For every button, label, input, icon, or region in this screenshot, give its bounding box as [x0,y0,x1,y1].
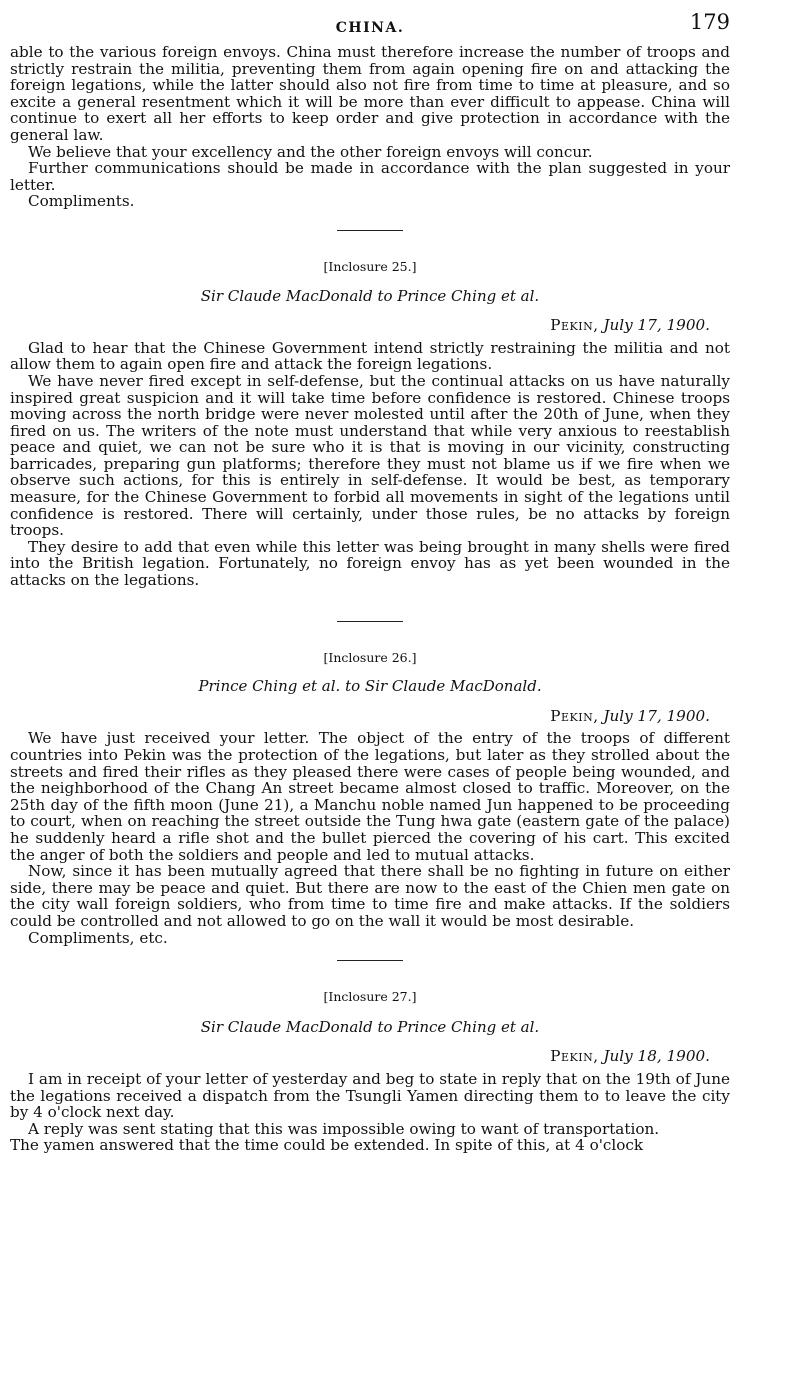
document-page [10,10,730,1155]
closing-line: Compliments, etc. [28,928,168,947]
section-divider [337,230,403,231]
dateline-place: Pekin, [550,706,599,725]
inclosure-27 [10,989,730,1154]
body-paragraph: We have just received your letter. The object of the entry of the troops of different countries into Pekin was the protection of the legations, but later as they strolled about the streets and fired their rifles as they pleased there were cases of people being wounded, and the neighborhood of the Chang An street became almost closed to traffic. Moreover, on the 25th day of the fifth moon (June 21), a Manchu noble named Jun happened to be proceeding to court, when on reaching the street outside the Tung hwa gate (eastern gate of the palace) he suddenly heard a rifle shot and the bullet pierced the covering of his cart. This excited the anger of both the soldiers and people and led to mutual attacks. [10,729,730,864]
dateline-place: Pekin, [550,1047,599,1066]
body-paragraph: We have never fired except in self-defense, but the continual attacks on us have naturally inspired great suspicion and it will take time before confidence is restored. Chinese troops moving across the north bridge were never molested until after the 20th of June, when they fired on us. The writers of the note must understand that while very anxious to reestablish peace and quiet, we can not be sure who it is that is moving in our vicinity, constructing barricades, preparing gun platforms; therefore they must not blame us if we fire when we observe such actions, for this is entirely in self-defense. It would be best, as temporary measure, for the Chinese Government to forbid all movements in sight of the legations until confidence is restored. There will certainly, under those rules, be no attacks by foreign troops. [10,371,730,540]
intro-section [10,44,730,210]
inclosure-26 [10,650,730,947]
letter-heading: Sir Claude MacDonald to Prince Ching et al. [200,286,540,305]
body-paragraph: I am in receipt of your letter of yesterday and beg to state in reply that on the 19th of June the legations received a dispatch from the Tsungli Yamen directing them to to leave the city by 4 o'clock next day. [10,1069,730,1122]
inclosure-25 [10,259,730,589]
inclosure-label: [Inclosure 27.] [323,989,417,1005]
dateline-date: July 17, 1900. [603,706,710,725]
inclosure-label: [Inclosure 26.] [323,649,417,665]
running-header [10,10,730,44]
dateline-place: Pekin, [550,316,599,335]
body-paragraph: Further communications should be made in accordance with the plan suggested in your letter. [10,159,730,194]
dateline [10,708,730,725]
body-paragraph: They desire to add that even while this letter was being brought in many shells were fired into the British legation. Fortunately, no foreign envoy has as yet been wounded in the attacks on the legations. [10,537,730,590]
body-paragraph: A reply was sent stating that this was impossible owing to want of transportation. [28,1119,660,1138]
closing-line: Compliments. [28,192,135,211]
body-paragraph: The yamen answered that the time could be extended. In spite of this, at 4 o'clock [10,1136,644,1155]
dateline-date: July 17, 1900. [603,316,710,335]
section-divider [337,621,403,622]
body-paragraph: Now, since it has been mutually agreed that there shall be no fighting in future on either side, there may be peace and quiet. But there are now to the east of the Chien men gate on the city wall foreign soldiers, who from time to time fire and make attacks. If the soldiers could be controlled and not allowed to go on the wall it would be most desirable. [10,862,730,930]
letter-heading: Sir Claude MacDonald to Prince Ching et al. [200,1017,540,1036]
body-paragraph: able to the various foreign envoys. China must therefore increase the number of troops and strictly restrain the militia, preventing them from again opening fire on and attacking the foreign legations, while the latter should also not fire from time to time at pleasure, and so excite a general resentment which it will be more than ever difficult to appease. China will continue to exert all her efforts to keep order and give protection in accordance with the general law. [10,43,730,144]
dateline-date: July 18, 1900. [603,1047,710,1066]
body-paragraph: Glad to hear that the Chinese Government intend strictly restraining the militia and not allow them to again open fire and attack the foreign legations. [10,338,730,374]
section-divider [337,960,403,961]
dateline [10,1048,730,1065]
page-number: 179 [689,10,730,34]
body-paragraph: We believe that your excellency and the other foreign envoys will concur. [28,142,593,161]
letter-heading: Prince Ching et al. to Sir Claude MacDonald. [198,677,542,696]
inclosure-label: [Inclosure 25.] [323,258,417,274]
dateline [10,317,730,334]
running-title: CHINA. [335,20,405,36]
